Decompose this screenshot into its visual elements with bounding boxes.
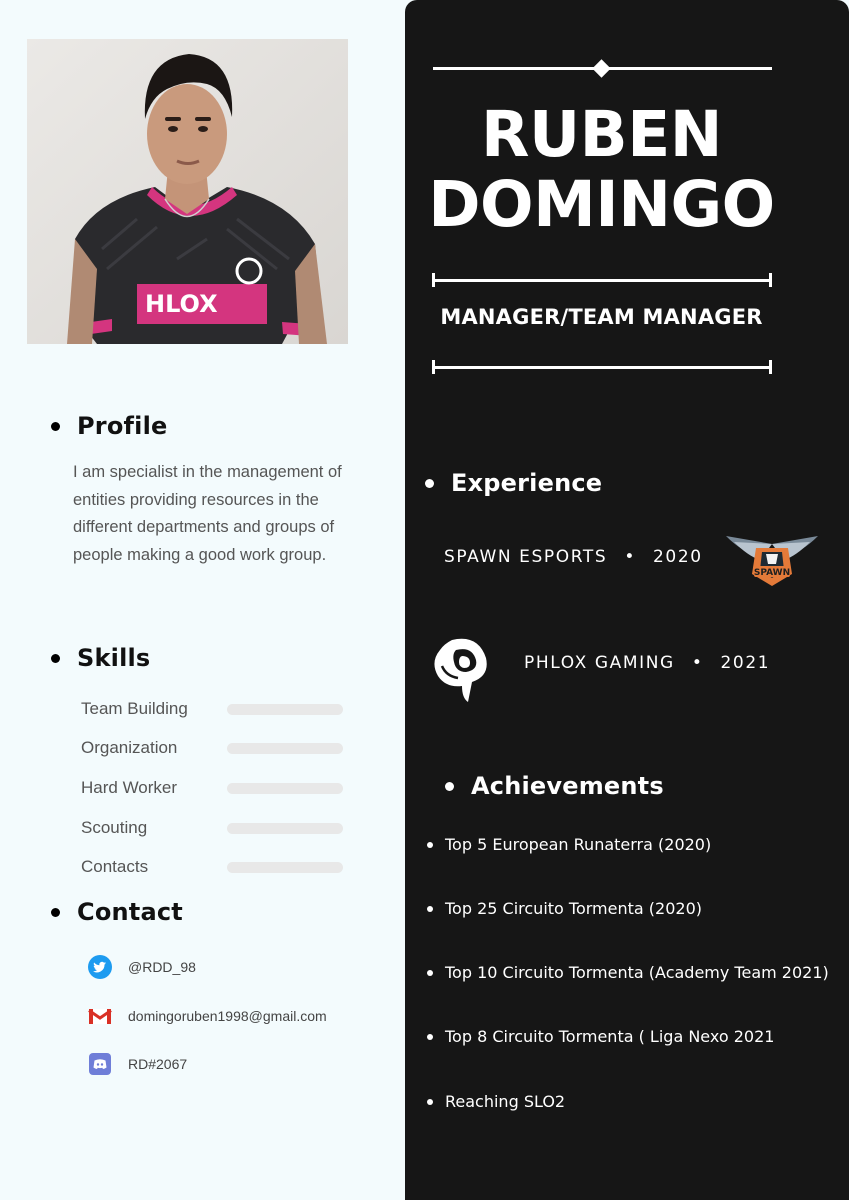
contact-title: Contact xyxy=(77,898,183,926)
bullet-dot xyxy=(51,908,60,917)
jersey-text: HLOX xyxy=(145,290,218,318)
achievement-item xyxy=(427,1092,565,1111)
full-name xyxy=(405,100,798,240)
achievement-text: Top 5 European Runaterra (2020) xyxy=(445,835,712,854)
skill-bar xyxy=(227,823,343,834)
experience-year: 2021 xyxy=(720,653,771,673)
portrait-illustration xyxy=(27,39,348,344)
profile-heading xyxy=(51,412,168,440)
experience-org: SPAWN ESPORTS xyxy=(444,547,608,567)
bullet-dot xyxy=(445,782,454,791)
experience-item-phlox xyxy=(524,653,770,673)
skill-row xyxy=(81,776,343,800)
gmail-icon xyxy=(88,1004,112,1028)
job-title: MANAGER/TEAM MANAGER xyxy=(440,305,763,329)
skill-row xyxy=(81,736,343,760)
profile-title: Profile xyxy=(77,412,168,440)
bullet-dot xyxy=(427,842,433,848)
skills-title: Skills xyxy=(77,644,151,672)
bullet-dot xyxy=(427,1034,433,1040)
email-address: domingoruben1998@gmail.com xyxy=(128,1008,327,1024)
achievements-title: Achievements xyxy=(471,772,664,800)
phlox-gaming-logo xyxy=(432,636,492,704)
skill-bar xyxy=(227,704,343,715)
last-name: DOMINGO xyxy=(428,168,775,241)
skill-row xyxy=(81,855,343,879)
discord-icon xyxy=(88,1052,112,1076)
achievement-text: Reaching SLO2 xyxy=(445,1092,566,1111)
discord-tag: RD#2067 xyxy=(128,1056,188,1072)
divider-cap xyxy=(432,273,435,287)
experience-separator: • xyxy=(624,547,636,567)
bullet-dot xyxy=(51,654,60,663)
achievement-text: Top 25 Circuito Tormenta (2020) xyxy=(445,899,702,918)
skill-label: Contacts xyxy=(81,857,149,876)
profile-photo xyxy=(27,39,348,344)
bullet-dot xyxy=(51,422,60,431)
spawn-logo-text: SPAWN xyxy=(753,568,791,578)
bullet-dot xyxy=(427,906,433,912)
experience-org: PHLOX GAMING xyxy=(524,653,675,673)
achievement-item xyxy=(427,1027,774,1046)
achievement-text: Top 8 Circuito Tormenta ( Liga Nexo 2021 xyxy=(445,1027,775,1046)
first-name: RUBEN xyxy=(481,98,722,171)
twitter-icon xyxy=(88,955,112,979)
achievement-text: Top 10 Circuito Tormenta (Academy Team 2021) xyxy=(445,963,829,982)
skill-row xyxy=(81,816,343,840)
achievement-item xyxy=(427,835,711,854)
bullet-dot xyxy=(427,970,433,976)
skill-bar xyxy=(227,783,343,794)
contact-discord[interactable] xyxy=(88,1052,187,1076)
achievements-heading xyxy=(445,772,664,800)
twitter-handle: @RDD_98 xyxy=(128,959,196,975)
experience-title: Experience xyxy=(451,469,603,497)
contact-heading xyxy=(51,898,183,926)
skill-label: Organization xyxy=(81,738,178,757)
skill-label: Scouting xyxy=(81,818,148,837)
bullet-dot xyxy=(425,479,434,488)
divider-cap xyxy=(769,360,772,374)
experience-item-spawn xyxy=(444,547,703,567)
role-top-divider xyxy=(433,279,772,282)
achievement-item xyxy=(427,899,702,918)
skill-bar xyxy=(227,743,343,754)
experience-separator: • xyxy=(691,653,704,673)
contact-email[interactable] xyxy=(88,1004,327,1028)
contact-twitter[interactable] xyxy=(88,955,196,979)
achievement-item xyxy=(427,963,829,982)
bullet-dot xyxy=(427,1099,433,1105)
experience-heading xyxy=(425,469,602,497)
skill-label: Hard Worker xyxy=(81,778,178,797)
divider-cap xyxy=(769,273,772,287)
role-bottom-divider xyxy=(433,366,772,369)
skill-row xyxy=(81,697,343,721)
skill-bar xyxy=(227,862,343,873)
divider-cap xyxy=(432,360,435,374)
spawn-esports-logo xyxy=(724,530,820,588)
skills-heading xyxy=(51,644,150,672)
experience-year: 2020 xyxy=(652,547,703,567)
skill-label: Team Building xyxy=(81,699,188,718)
profile-text: I am specialist in the management of entities providing resources in the different departments and groups of people making a good work group. xyxy=(73,463,342,564)
